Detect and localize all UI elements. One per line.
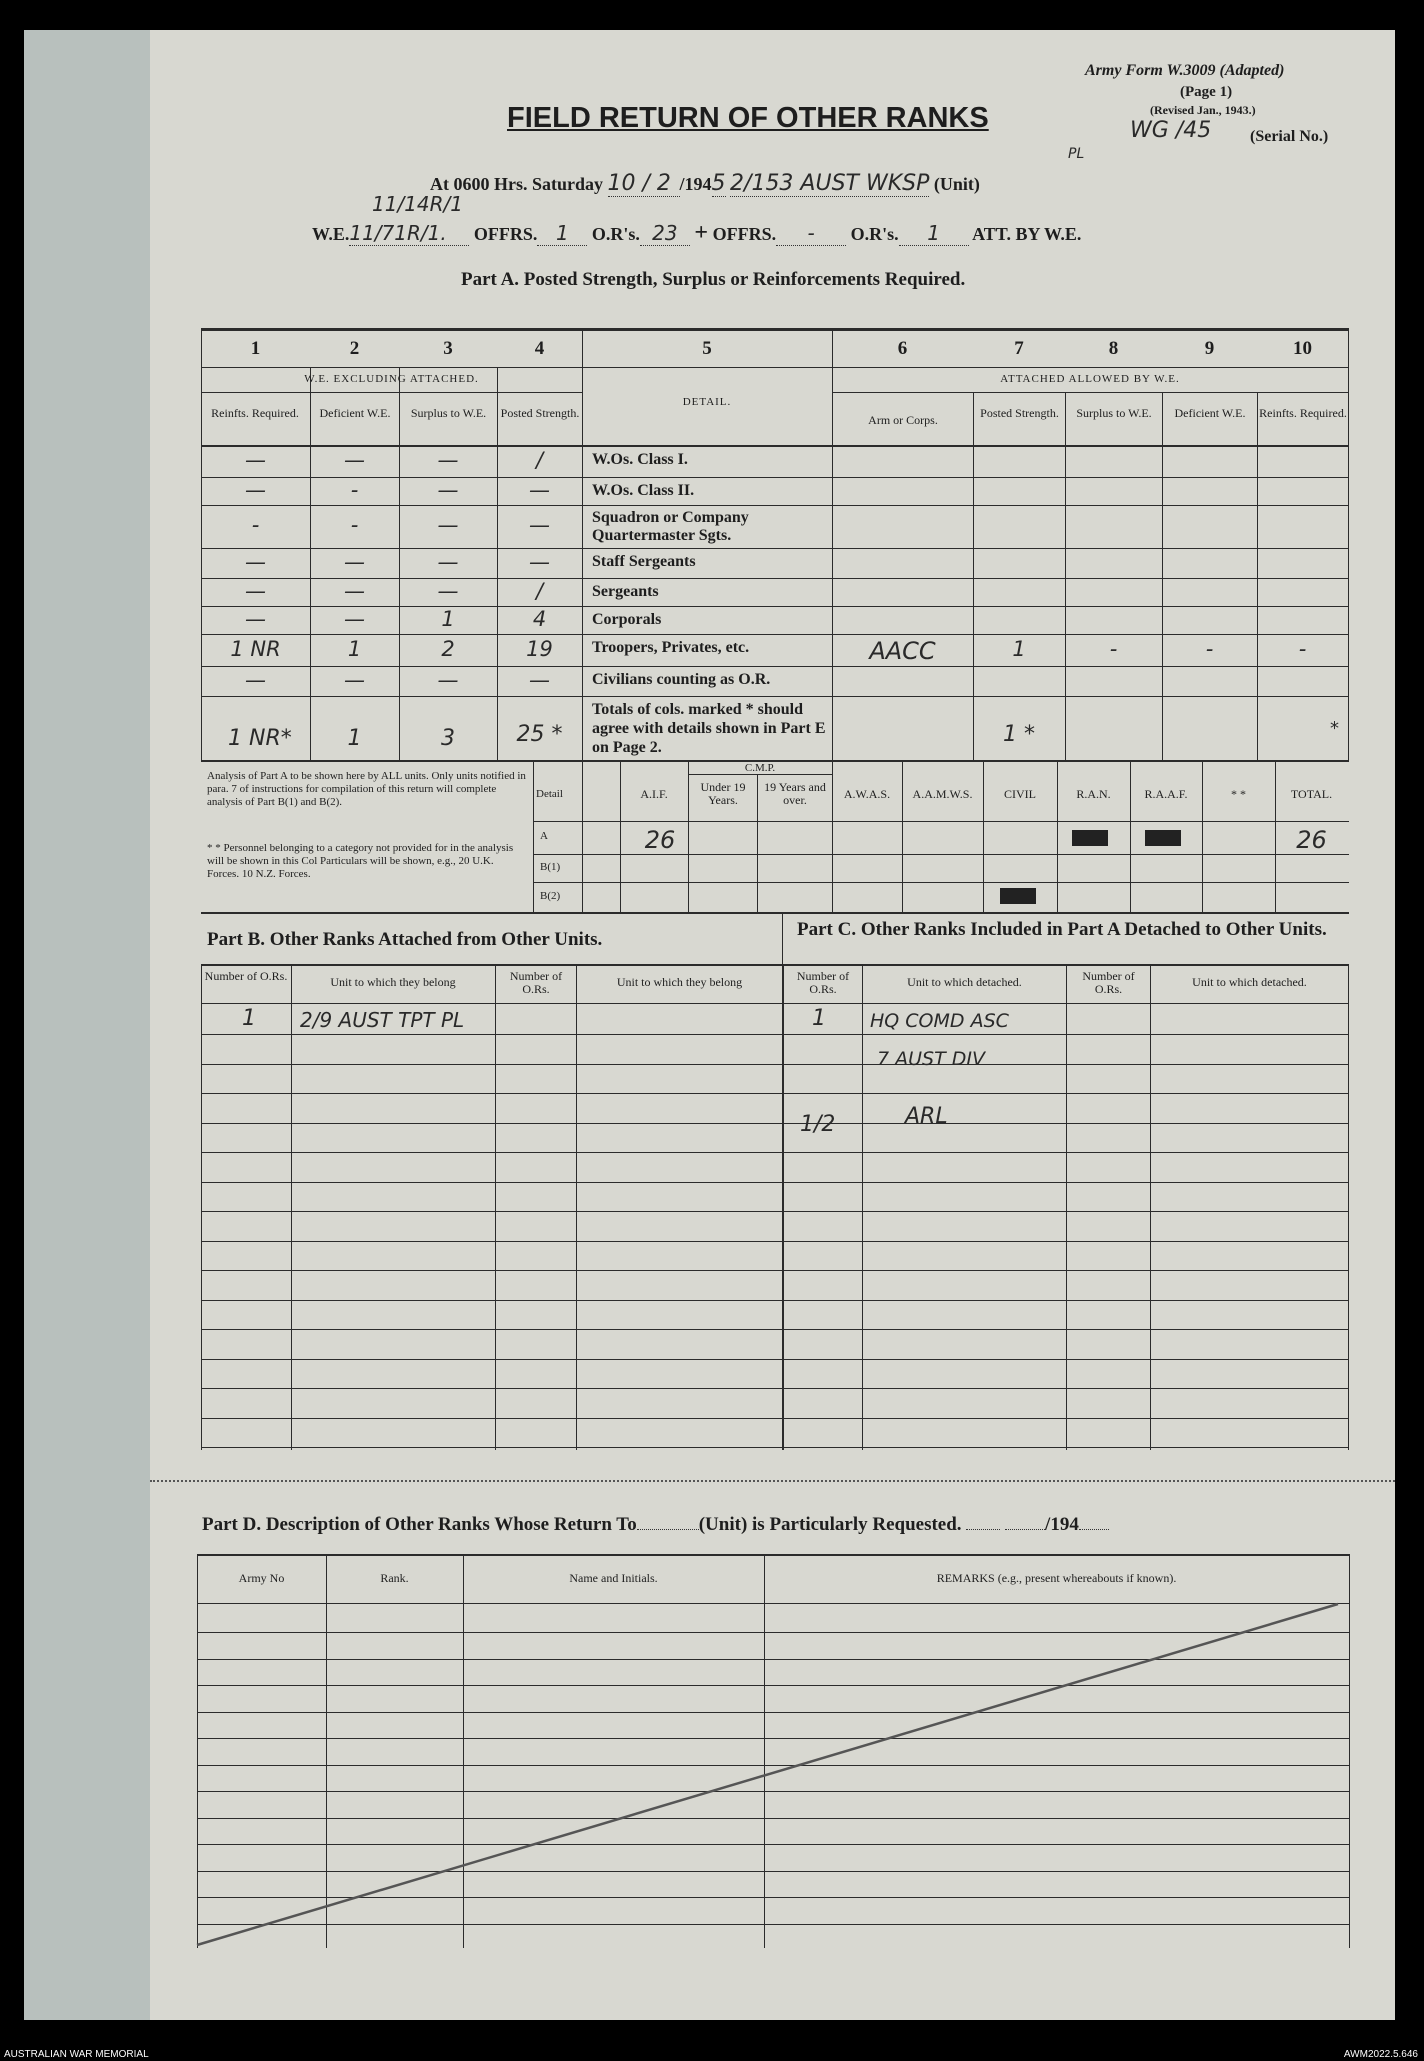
part-a-detail: Civilians counting as O.R. — [592, 671, 771, 688]
part-c-header: Unit to which detached. — [1192, 975, 1307, 989]
part-a-detail: Staff Sergeants — [592, 553, 696, 570]
part-a-detail: W.Os. Class I. — [592, 451, 688, 468]
part-a-cell-c4: — — [529, 513, 550, 537]
col-number: 4 — [534, 338, 545, 359]
part-a-cell-c2: — — [344, 549, 365, 574]
ors2-value: 1 — [899, 221, 969, 246]
part-a-cell-c1: — — [245, 667, 266, 692]
sub-header: Posted Strength. — [980, 406, 1059, 420]
we-value: 11/71R/1. — [349, 221, 469, 246]
page-label: (Page 1) — [1180, 84, 1233, 100]
analysis-header: 19 Years and over. — [764, 780, 826, 807]
part-c-entry1-unit-line1: HQ COMD ASC — [870, 1010, 1009, 1032]
cmp-header: C.M.P. — [744, 762, 776, 774]
plus-sign: + — [694, 220, 709, 246]
part-a-cell-c9: - — [1205, 636, 1214, 661]
part-d-year: /194 — [1045, 1514, 1079, 1535]
footer-right: AWM2022.5.646 — [1343, 2049, 1418, 2060]
analysis-row-label: B(1) — [540, 861, 561, 873]
part-c-header: Unit to which detached. — [907, 975, 1022, 989]
part-a-cell-c1: 1 NR — [230, 636, 281, 661]
part-c-entry2-number: 1/2 — [800, 1112, 836, 1137]
sub-header: Arm or Corps. — [868, 413, 938, 427]
part-a-cell-c4: 4 — [532, 606, 547, 631]
unit-value: 2/153 AUST WKSP — [730, 171, 930, 196]
analysis-header: * * — [1231, 787, 1246, 801]
part-c-entry1-unit-line2: 7 AUST DIV — [877, 1048, 985, 1070]
part-a-cell-c1: — — [245, 578, 266, 603]
footer-left: AUSTRALIAN WAR MEMORIAL — [4, 2049, 149, 2060]
part-a-cell-c4: — — [529, 549, 550, 574]
ors-label: O.R's. — [591, 224, 640, 244]
part-d-title-start: Part D. Description of Other Ranks Whose Return To — [202, 1514, 637, 1535]
analysis-header: A.I.F. — [640, 787, 668, 801]
sub-header: Deficient W.E. — [319, 406, 391, 420]
date-value: 10 / 2 — [608, 171, 680, 197]
col-number: 2 — [349, 338, 360, 359]
part-b-entry-number: 1 — [242, 1006, 256, 1031]
part-a-cell-c3: 2 — [441, 636, 455, 661]
at-label: At 0600 Hrs. Saturday — [430, 174, 604, 194]
part-a-detail: Corporals — [592, 611, 662, 628]
offrs-label: OFFRS. — [473, 224, 538, 244]
analysis-header: A.W.A.S. — [843, 787, 891, 801]
sub-header: Reinfts. Required. — [211, 406, 299, 420]
part-d-header: REMARKS (e.g., present whereabouts if known). — [936, 1571, 1177, 1585]
ors-value: 23 — [640, 221, 690, 246]
part-b-title: Part B. Other Ranks Attached from Other Units. — [207, 929, 603, 950]
part-c-title: Part C. Other Ranks Included in Part A Detached to Other Units. — [797, 919, 1327, 940]
col-number: 8 — [1108, 338, 1119, 359]
col-number: 6 — [897, 338, 908, 359]
part-a-detail: W.Os. Class II. — [592, 482, 695, 499]
part-b-header: Number of O.Rs. — [204, 969, 288, 983]
part-a-cell-c3: — — [437, 578, 459, 603]
analysis-header: R.A.N. — [1076, 787, 1111, 801]
offrs2-label: OFFRS. — [712, 224, 777, 244]
part-a-cell-c8: - — [1109, 636, 1118, 661]
part-a-cell-c3: — — [437, 477, 459, 502]
part-a-cell-c3: — — [437, 448, 459, 472]
part-a-title: Part A. Posted Strength, Surplus or Reinforcements Required. — [461, 269, 966, 290]
part-c-header: Number of O.Rs. — [1082, 969, 1135, 996]
part-a-cell-c10: - — [1298, 636, 1307, 661]
total-att-reinfts: * — [1330, 718, 1339, 739]
part-a-cell-c3: — — [437, 549, 459, 574]
total-posted: 25 * — [516, 722, 563, 747]
unit-label: (Unit) — [933, 174, 980, 194]
unit-suffix: PL — [1068, 146, 1085, 162]
part-a-detail: Sergeants — [592, 583, 659, 600]
total-deficient: 1 — [347, 726, 362, 751]
part-b-header: Unit to which they belong — [616, 975, 743, 989]
total-att-posted: 1 * — [1003, 722, 1035, 747]
part-c-header: Number of O.Rs. — [796, 969, 850, 996]
total-a-value: 26 — [1296, 826, 1327, 854]
sub-header: Posted Strength. — [500, 406, 580, 420]
part-c-entry2-unit: ARL — [905, 1104, 948, 1129]
col-number: 10 — [1293, 338, 1312, 359]
we-label: W.E. — [312, 224, 350, 244]
part-a-cell-c1: - — [251, 513, 260, 537]
part-a-cell-c4: / — [535, 578, 544, 603]
part-a-cell-c2: - — [350, 477, 359, 502]
part-a-cell-c4: — — [529, 477, 550, 502]
part-a-cell-c4: 19 — [526, 636, 553, 661]
part-d-title-mid: (Unit) is Particularly Requested. — [698, 1514, 962, 1535]
part-c-entry1-number: 1 — [812, 1006, 826, 1031]
col-number: 9 — [1204, 338, 1215, 359]
part-a-cell-c2: 1 — [347, 636, 362, 661]
part-a-cell-c4: — — [529, 667, 550, 692]
analysis-header: TOTAL. — [1290, 787, 1333, 801]
total-surplus: 3 — [441, 726, 455, 751]
part-a-cell-c6: AACC — [869, 636, 936, 665]
analysis-detail-header: Detail — [536, 788, 563, 800]
part-a-cell-c3: 1 — [441, 606, 455, 631]
year-prefix: /194 — [679, 174, 712, 194]
part-a-cell-c2: — — [344, 578, 365, 603]
sub-header: Deficient W.E. — [1174, 406, 1246, 420]
part-a-cell-c2: — — [344, 606, 365, 631]
part-a-detail: Troopers, Privates, etc. — [592, 639, 750, 656]
sub-header: Surplus to W.E. — [1076, 406, 1152, 420]
sub-header: Reinfts. Required. — [1259, 406, 1347, 420]
analysis-header: R.A.A.F. — [1144, 787, 1188, 801]
analysis-note: Analysis of Part A to be shown here by ALL units. Only units notified in para. 7 of instructions for compilation of this return will complete analysis of Part B(1) and B(2). — [207, 770, 526, 808]
revised-label: (Revised Jan., 1943.) — [1150, 103, 1256, 117]
totals-detail: Totals of cols. marked * should agree with details shown in Part E on Page 2. — [592, 701, 826, 756]
col-number: 5 — [702, 338, 712, 359]
part-a-cell-c1: — — [245, 606, 266, 631]
offrs2-value: - — [776, 221, 846, 246]
part-b-header: Unit to which they belong — [330, 975, 456, 989]
col-number: 3 — [443, 338, 453, 359]
total-reinfts: 1 NR* — [228, 726, 292, 751]
group-header-right: ATTACHED ALLOWED BY W.E. — [1000, 373, 1180, 385]
sub-header: Surplus to W.E. — [410, 406, 487, 420]
we-prefix-above: 11/14R/1 — [372, 192, 463, 216]
serial-value: WG /45 — [1130, 118, 1212, 143]
part-a-cell-c3: — — [437, 667, 459, 692]
col-number: 1 — [250, 338, 261, 359]
part-a-detail: Squadron or Company Quartermaster Sgts. — [592, 509, 749, 544]
part-a-cell-c1: — — [245, 477, 266, 502]
personnel-note: * * Personnel belonging to a category not provided for in the analysis will be shown in this Col Particulars will be shown, e.g., 20 U.K. Forces. 10 N.Z. Forces. — [207, 842, 514, 880]
part-a-cell-c1: — — [245, 549, 266, 574]
ors2-label: O.R's. — [850, 224, 899, 244]
part-a-cell-c2: — — [344, 448, 365, 472]
col-number: 7 — [1014, 338, 1024, 359]
offrs-value: 1 — [537, 221, 587, 246]
part-a-cell-c3: — — [437, 513, 459, 537]
group-header-left: W.E. EXCLUDING ATTACHED. — [304, 373, 479, 385]
part-b-header: Number of O.Rs. — [509, 969, 563, 996]
part-d-header: Army No — [238, 1571, 285, 1585]
serial-label: (Serial No.) — [1250, 128, 1329, 145]
part-b-entry-unit: 2/9 AUST TPT PL — [300, 1008, 465, 1032]
part-a-cell-c7: 1 — [1012, 636, 1026, 661]
year-value: 5 — [711, 171, 726, 196]
part-d-header: Name and Initials. — [569, 1571, 658, 1585]
analysis-row-label: B(2) — [540, 890, 561, 902]
part-a-cell-c2: - — [350, 513, 359, 537]
analysis-header: Under 19 Years. — [700, 780, 746, 807]
analysis-row-label: A — [540, 830, 548, 842]
aif-a-value: 26 — [644, 826, 676, 854]
page-title: FIELD RETURN OF OTHER RANKS — [507, 102, 989, 134]
part-a-cell-c2: — — [344, 667, 365, 692]
part-a-cell-c4: / — [535, 448, 544, 472]
part-a-cell-c1: — — [245, 448, 266, 472]
form-number: Army Form W.3009 (Adapted) — [1085, 62, 1285, 79]
analysis-header: A.A.M.W.S. — [912, 787, 973, 801]
analysis-header: CIVIL — [1004, 787, 1036, 801]
part-d-header: Rank. — [380, 1571, 409, 1585]
detail-header: DETAIL. — [682, 396, 732, 408]
att-label: ATT. BY W.E. — [972, 224, 1082, 244]
